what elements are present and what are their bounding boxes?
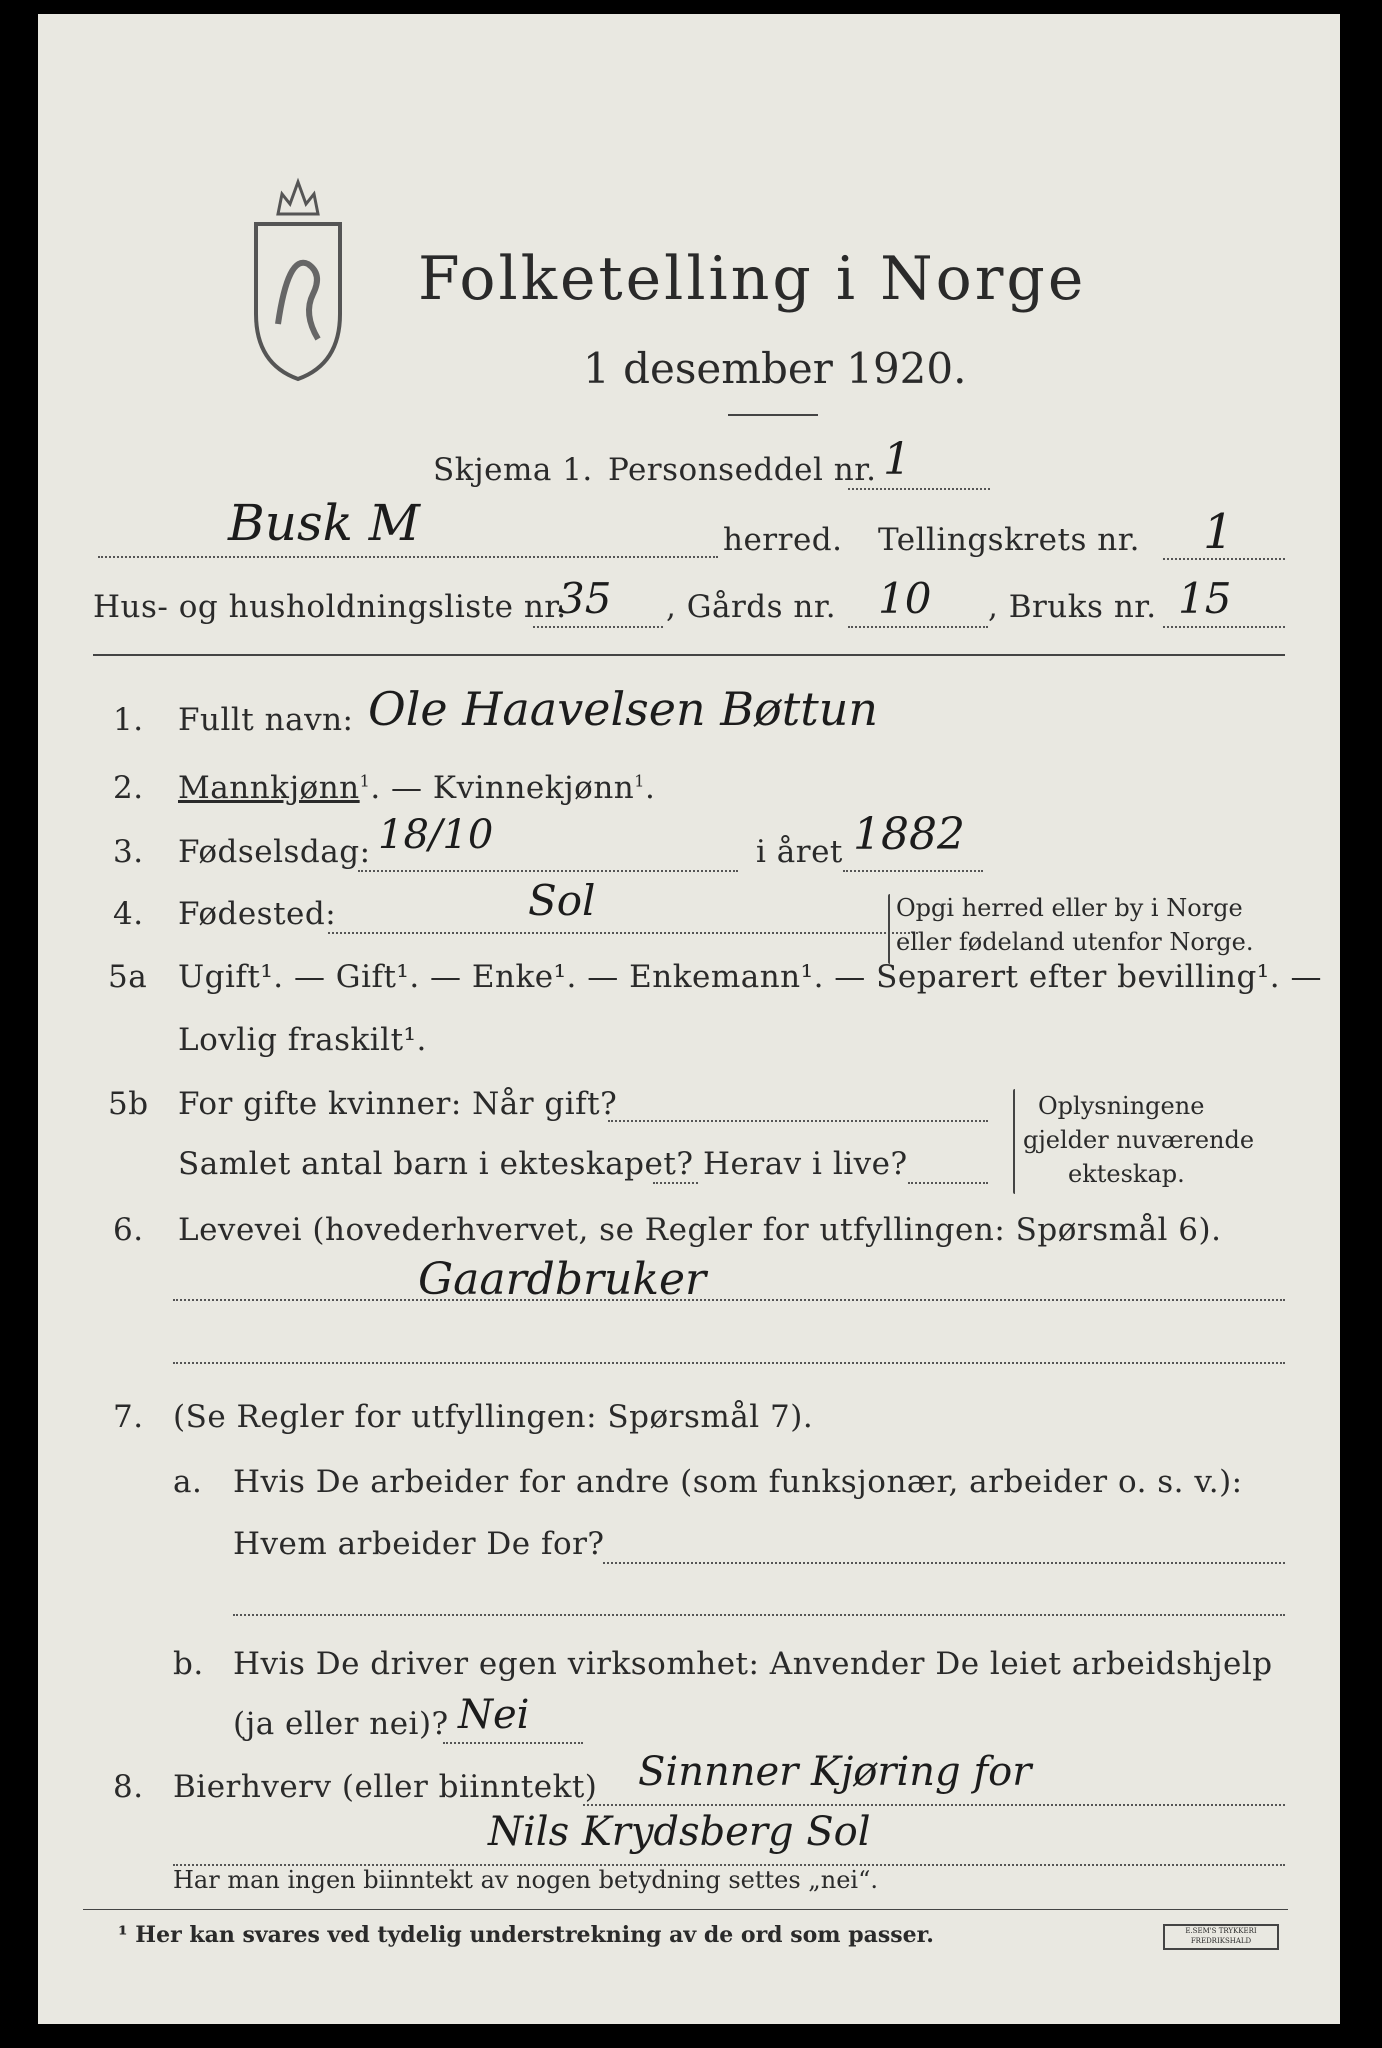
q3-year-line [843, 870, 983, 872]
q7a-extra-line [233, 1614, 1285, 1616]
herred-label: herred. [723, 522, 843, 558]
q6-line-2 [173, 1362, 1285, 1364]
footnote-rule [83, 1909, 1288, 1910]
q7-number: 7. [113, 1399, 144, 1435]
bruks-label: , Bruks nr. [988, 589, 1157, 625]
census-form [38, 14, 1340, 2024]
q7b-answer-line [443, 1742, 583, 1744]
q3-label: Fødselsdag: [178, 834, 371, 870]
bruks-value: 15 [1178, 574, 1232, 623]
q5b-alive-line [908, 1182, 988, 1184]
header-rule [93, 654, 1285, 656]
q4-note-2: eller fødeland utenfor Norge. [896, 928, 1254, 956]
q7b-line-1: Hvis De driver egen virksomhet: Anvender De leiet arbeidshjelp [233, 1646, 1273, 1682]
q7a-line-2: Hvem arbeider De for? [233, 1526, 605, 1562]
q5b-children-label: Samlet antal barn i ekteskapet? [178, 1146, 694, 1182]
q1-label: Fullt navn: [178, 702, 354, 738]
q3-number: 3. [113, 834, 144, 870]
q7b-number: b. [173, 1646, 204, 1682]
bruks-line [1163, 626, 1285, 628]
q8-value-1: Sinnner Kjøring for [638, 1749, 1032, 1795]
form-date: 1 desember 1920. [583, 344, 967, 393]
q7b-value: Nei [458, 1692, 530, 1738]
gards-label: , Gårds nr. [666, 589, 837, 625]
q6-label: Levevei (hovederhvervet, se Regler for utfyllingen: Spørsmål 6). [178, 1212, 1222, 1248]
q5b-note-1: Oplysningene [1038, 1092, 1205, 1120]
q2-male: Mannkjønn [178, 770, 360, 806]
q5b-line-1: For gifte kvinner: Når gift? [178, 1086, 618, 1122]
q8-value-2: Nils Krydsberg Sol [488, 1809, 871, 1855]
q6-line-1 [173, 1299, 1285, 1301]
q7-label: (Se Regler for utfyllingen: Spørsmål 7). [173, 1399, 814, 1435]
q5a-number: 5a [108, 959, 148, 995]
q1-value: Ole Haavelsen Bøttun [368, 682, 878, 736]
q2-end: . [644, 770, 656, 806]
q7b-line-2: (ja eller nei)? [233, 1706, 449, 1742]
herred-line [98, 556, 718, 558]
q6-value: Gaardbruker [418, 1254, 707, 1305]
q5b-children-line [653, 1182, 698, 1184]
q7a-line-1: Hvis De arbeider for andre (som funksjonær, arbeider o. s. v.): [233, 1464, 1243, 1500]
q5b-number: 5b [108, 1086, 149, 1122]
q2-separator: . — [370, 770, 433, 806]
q4-line [328, 932, 918, 934]
tellingskrets-label: Tellingskrets nr. [878, 522, 1140, 558]
q4-label: Fødested: [178, 896, 337, 932]
q5b-alive-label: Herav i live? [703, 1146, 908, 1182]
q6-number: 6. [113, 1212, 144, 1248]
printer-stamp: E.SEM'S TRYKKERI FREDRIKSHALD [1163, 1924, 1279, 1950]
q2-number: 2. [113, 770, 144, 806]
q8-number: 8. [113, 1769, 144, 1805]
q5b-married-line [608, 1120, 988, 1122]
q4-brace [888, 894, 890, 964]
q5b-note-2: gjelder nuværende [1023, 1126, 1255, 1154]
q7a-answer-line [603, 1562, 1285, 1564]
q3-day-line [358, 870, 738, 872]
personseddel-value: 1 [883, 434, 911, 485]
q7a-number: a. [173, 1464, 203, 1500]
personseddel-line [848, 488, 990, 490]
form-title: Folketelling i Norge [418, 244, 1087, 314]
q4-note-1: Opgi herred eller by i Norge [896, 894, 1243, 922]
gards-value: 10 [878, 574, 932, 623]
divider [728, 414, 818, 416]
hus-label: Hus- og husholdningsliste nr. [93, 589, 567, 625]
q2-female: Kvinnekjønn [432, 770, 635, 806]
hus-line [533, 626, 663, 628]
footnote: ¹ Her kan svares ved tydelig understrekning av de ord som passer. [118, 1922, 934, 1948]
q5b-brace [1013, 1089, 1015, 1194]
herred-value: Busk M [228, 494, 420, 552]
q4-value: Sol [528, 876, 596, 925]
q3-year-value: 1882 [853, 809, 965, 860]
q5a-line-2: Lovlig fraskilt¹. [178, 1022, 427, 1058]
q8-line-1 [583, 1804, 1285, 1806]
no-income-note: Har man ingen biinntekt av nogen betydning settes „nei“. [173, 1866, 878, 1894]
q5a-line-1: Ugift¹. — Gift¹. — Enke¹. — Enkemann¹. — Separert efter bevilling¹. — [178, 959, 1322, 995]
q4-number: 4. [113, 896, 144, 932]
q2-field: Mannkjønn$^1$. — Kvinnekjønn$^1$. [178, 770, 656, 806]
q1-number: 1. [113, 702, 144, 738]
skjema-label: Skjema 1. [433, 452, 593, 488]
gards-line [848, 626, 988, 628]
personseddel-label: Personseddel nr. [608, 452, 877, 488]
coat-of-arms-icon [248, 174, 348, 384]
q3-day-value: 18/10 [378, 812, 494, 858]
tellingskrets-value: 1 [1203, 504, 1234, 560]
q8-label: Bierhverv (eller biinntekt) [173, 1769, 598, 1805]
q5b-note-3: ekteskap. [1068, 1160, 1185, 1188]
hus-value: 35 [558, 574, 612, 623]
q3-year-label: i året [756, 834, 843, 870]
